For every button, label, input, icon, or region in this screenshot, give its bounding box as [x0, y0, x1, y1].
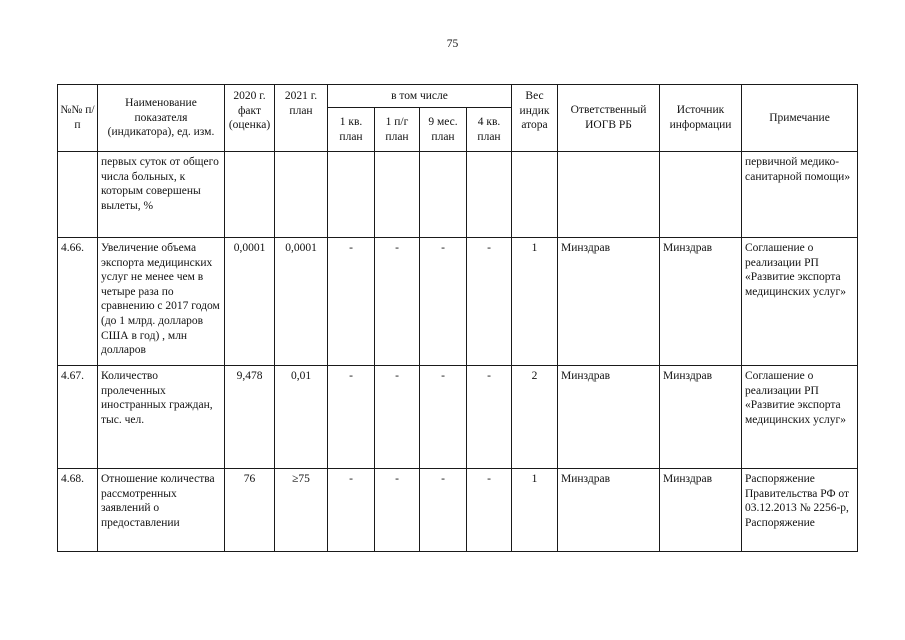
row-source: Минздрав: [660, 238, 742, 366]
header-name: Наименование показателя (индикатора), ед. изм.: [98, 85, 225, 152]
row-h1: -: [375, 469, 420, 552]
row-plan-2021: ≥75: [275, 469, 328, 552]
row-plan-2021: 0,01: [275, 366, 328, 469]
row-source: [660, 152, 742, 238]
header-weight: Вес индик атора: [512, 85, 558, 152]
row-weight: 1: [512, 238, 558, 366]
page-number: 75: [446, 38, 459, 50]
header-row-top: [58, 85, 858, 108]
row-h1: -: [375, 366, 420, 469]
row-plan-2021: [275, 152, 328, 238]
row-q1: [328, 152, 375, 238]
row-q4: -: [467, 469, 512, 552]
row-weight: [512, 152, 558, 238]
row-responsible: [558, 152, 660, 238]
row-q1: -: [328, 238, 375, 366]
row-q1: -: [328, 469, 375, 552]
row-responsible: Минздрав: [558, 366, 660, 469]
row-9m: -: [420, 469, 467, 552]
row-weight: 1: [512, 469, 558, 552]
row-source: Минздрав: [660, 366, 742, 469]
header-including: в том числе: [328, 85, 512, 108]
header-note: Примечание: [742, 85, 858, 152]
header-q1: 1 кв. план: [328, 108, 375, 152]
row-num: 4.66.: [58, 238, 98, 366]
row-responsible: Минздрав: [558, 238, 660, 366]
header-9m: 9 мес. план: [420, 108, 467, 152]
row-plan-2021: 0,0001: [275, 238, 328, 366]
row-h1: -: [375, 238, 420, 366]
row-num: 4.67.: [58, 366, 98, 469]
row-q4: [467, 152, 512, 238]
row-name: Количество пролеченных иностранных граждан, тыс. чел.: [98, 366, 225, 469]
header-q4: 4 кв. план: [467, 108, 512, 152]
row-q4: -: [467, 366, 512, 469]
header-source: Источник информации: [660, 85, 742, 152]
row-weight: 2: [512, 366, 558, 469]
table-row: [58, 238, 858, 366]
row-fact-2020: 9,478: [225, 366, 275, 469]
row-note: Соглашение о реализации РП «Развитие экспорта медицинских услуг»: [742, 238, 858, 366]
header-h1: 1 п/г план: [375, 108, 420, 152]
row-num: [58, 152, 98, 238]
row-9m: [420, 152, 467, 238]
row-fact-2020: [225, 152, 275, 238]
row-name: первых суток от общего числа больных, к которым совершены вылеты, %: [98, 152, 225, 238]
row-q4: -: [467, 238, 512, 366]
header-responsible: Ответственный ИОГВ РБ: [558, 85, 660, 152]
row-source: Минздрав: [660, 469, 742, 552]
row-note: Соглашение о реализации РП «Развитие экспорта медицинских услуг»: [742, 366, 858, 469]
row-num: 4.68.: [58, 469, 98, 552]
indicators-table: [57, 84, 858, 552]
row-9m: -: [420, 238, 467, 366]
row-name: Отношение количества рассмотренных заявлений о предоставлении: [98, 469, 225, 552]
table-row: [58, 469, 858, 552]
header-fact-2020: 2020 г. факт (оценка): [225, 85, 275, 152]
row-note: Распоряжение Правительства РФ от 03.12.2013 № 2256-р, Распоряжение: [742, 469, 858, 552]
row-name: Увеличение объема экспорта медицинских услуг не менее чем в четыре раза по сравнению с 2017 годом (до 1 млрд. долларов США в год) , млн долларов: [98, 238, 225, 366]
row-fact-2020: 0,0001: [225, 238, 275, 366]
table-row: [58, 152, 858, 238]
header-plan-2021: 2021 г. план: [275, 85, 328, 152]
row-note: первичной медико-санитарной помощи»: [742, 152, 858, 238]
row-responsible: Минздрав: [558, 469, 660, 552]
table-row: [58, 366, 858, 469]
row-h1: [375, 152, 420, 238]
row-fact-2020: 76: [225, 469, 275, 552]
row-9m: -: [420, 366, 467, 469]
header-num: №№ п/п: [58, 85, 98, 152]
row-q1: -: [328, 366, 375, 469]
